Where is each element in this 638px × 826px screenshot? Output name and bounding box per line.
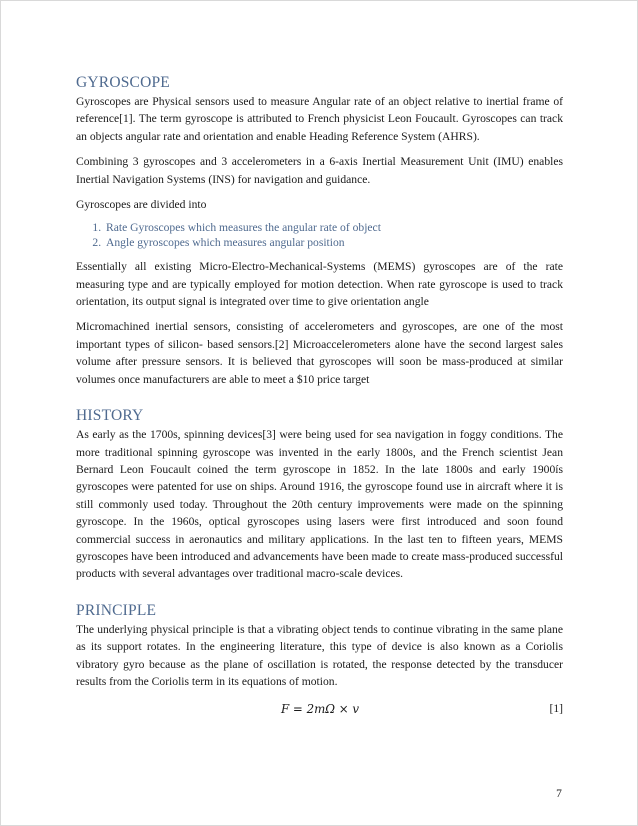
paragraph: Essentially all existing Micro-Electro-Mechanical-Systems (MEMS) gyroscopes are of the rate measuring type and are typically employed for motion detection. When rate gyroscope is used to track orientation, its output signal is integrated over time to give orientation angle: [76, 260, 563, 309]
equation-reference: [1]: [549, 702, 563, 716]
list-item: 1. Rate Gyroscopes which measures the angular rate of object: [104, 221, 563, 235]
section-heading-history: HISTORY: [76, 407, 144, 425]
page-number: 7: [556, 788, 562, 800]
gyroscope-types-list: [76, 221, 563, 250]
section-heading-principle: PRINCIPLE: [76, 601, 157, 619]
paragraph: Micromachined inertial sensors, consisting of accelerometers and gyroscopes, are one of the most important types of silicon- based sensors.[2] Microaccelerometers alone have the second largest sales volume after pressure sensors. It is believed that gyroscopes will soon be mass-produced at similar volumes once manufacturers are able to meet a $10 price target: [76, 320, 563, 386]
paragraph: Gyroscopes are divided into: [76, 198, 207, 212]
paragraph: As early as the 1700s, spinning devices[3] were being used for sea navigation in foggy conditions. The more traditional spinning gyroscope was invented in the early 1800s, and the French scientist Jean Bernard Leon Foucault coined the term gyroscope in 1852. In the late 1800s and early 1900ís gyroscopes were patented for use on ships. Around 1916, the gyroscope found use in aircraft where it is still commonly used today. Throughout the 20th century improvements were made on the spinning gyroscope. In the 1960s, optical gyroscopes using lasers were first introduced and soon found commercial success in aeronautics and military applications. In the last ten to fifteen years, MEMS gyroscopes have been introduced and advancements have been made to create mass-produced successful products with several advantages over traditional macro-scale devices.: [76, 428, 563, 581]
list-item: 2. Angle gyroscopes which measures angular position: [104, 236, 563, 250]
equation-formula: F = 2mΩ × v: [281, 702, 360, 717]
section-principle: [76, 601, 563, 723]
equation-block: [76, 702, 563, 722]
paragraph: The underlying physical principle is that a vibrating object tends to continue vibrating in the same plane as its support rotates. In the engineering literature, this type of device is also known as a Coriolis vibratory gyro because as the plane of oscillation is rotated, the response detected by the transducer results from the Coriolis term in its equations of motion.: [76, 622, 563, 688]
section-gyroscope: [76, 73, 563, 388]
page-content: [76, 73, 563, 722]
paragraph: Combining 3 gyroscopes and 3 accelerometers in a 6-axis Inertial Measurement Unit (IMU) enables Inertial Navigation Systems (INS) for navigation and guidance.: [76, 155, 563, 186]
section-heading-gyroscope: GYROSCOPE: [76, 74, 170, 91]
paragraph: Gyroscopes are Physical sensors used to measure Angular rate of an object relative to inertial frame of reference[1]. The term gyroscope is attributed to French physicist Leon Foucault. Gyroscopes can track an objects angular rate and orientation and enable Heading Reference System (AHRS).: [76, 95, 563, 143]
section-history: [76, 406, 563, 583]
